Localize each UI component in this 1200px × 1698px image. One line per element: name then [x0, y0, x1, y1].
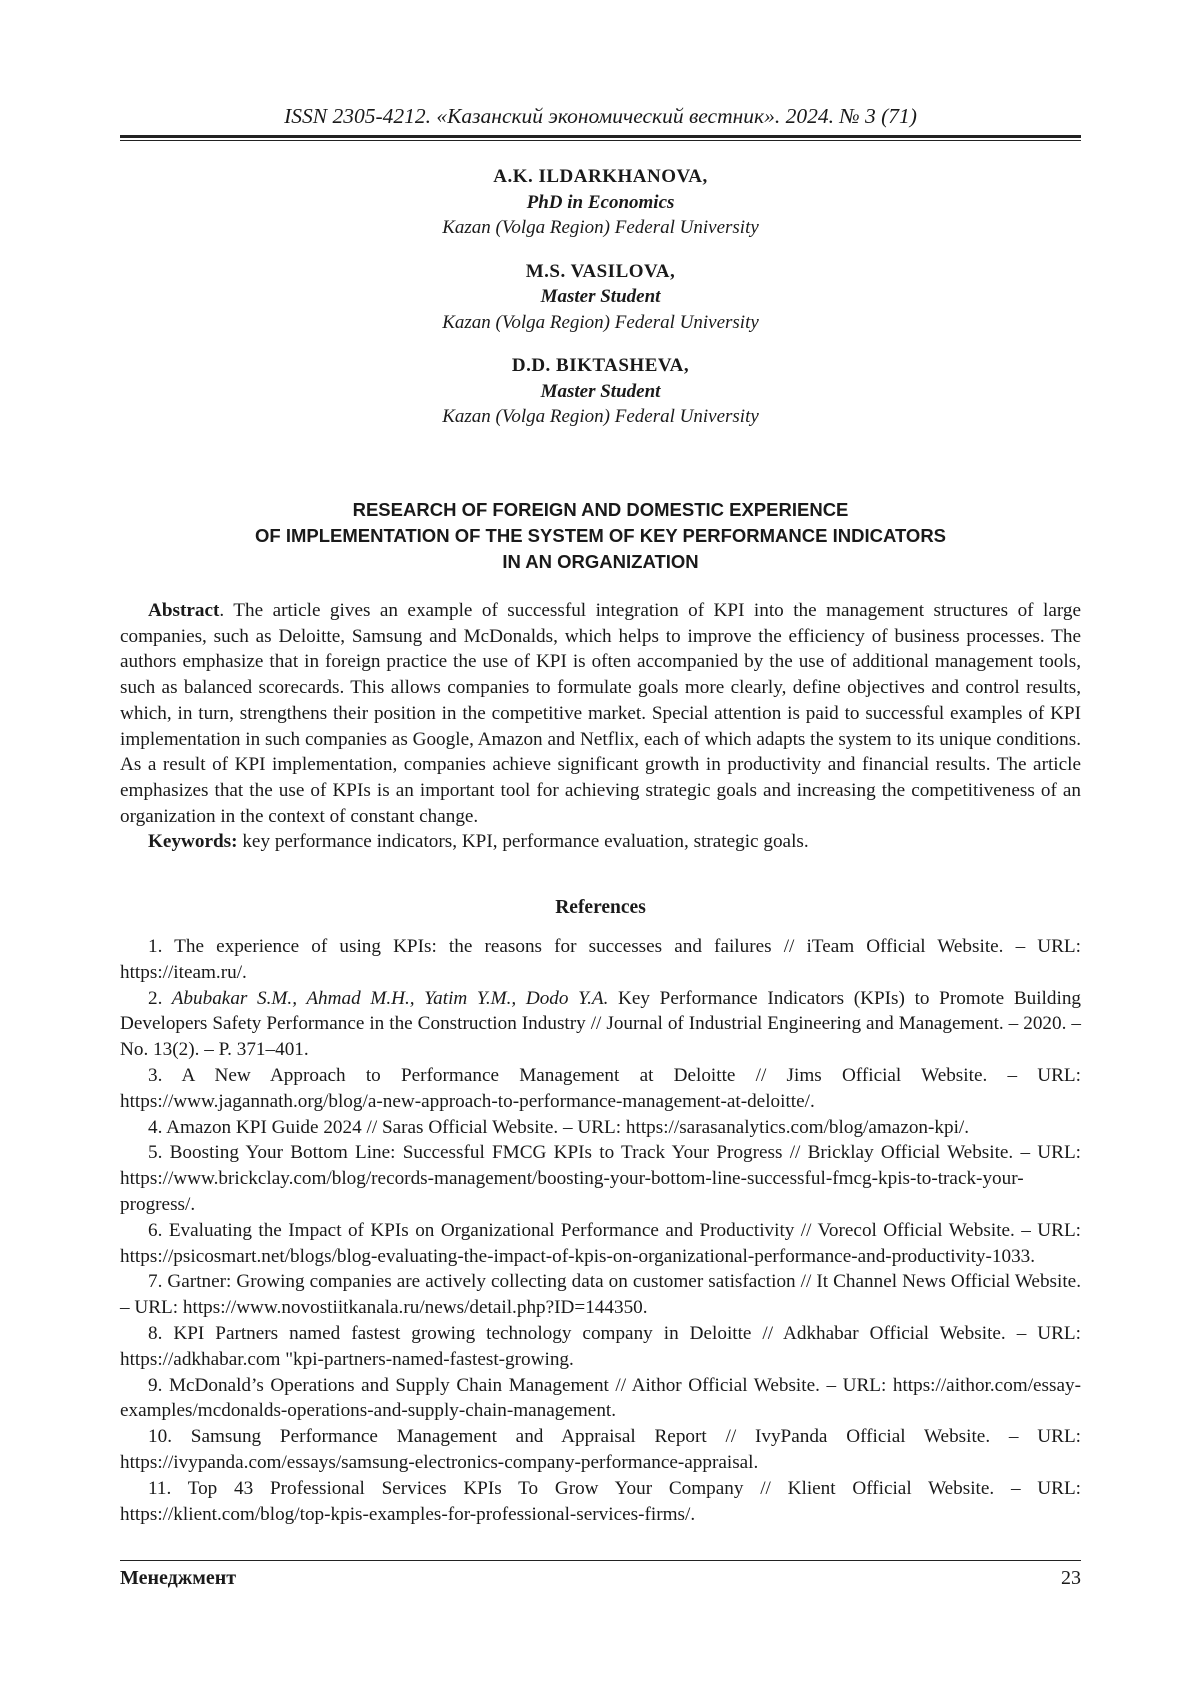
running-header: ISSN 2305-4212. «Казанский экономический вестник». 2024. № 3 (71) — [284, 104, 917, 128]
reference-item — [120, 934, 1081, 986]
reference-number: 4. — [148, 1116, 163, 1138]
reference-item — [120, 1140, 1081, 1217]
author-name: D.D. BIKTASHEVA, — [511, 355, 690, 376]
author-degree: Master Student — [540, 286, 661, 307]
page-number: 23 — [1061, 1567, 1081, 1589]
reference-item — [120, 1063, 1081, 1115]
reference-item — [120, 1115, 1081, 1141]
reference-item — [120, 1321, 1081, 1373]
reference-text: Evaluating the Impact of KPIs on Organizational Performance and Productivity // Vorecol Official Website. – URL: https://psicosmart.net/blogs/blog-evaluating-the-impact-of-kpis-on-organizational-performance-and-productivity-1033. — [120, 1219, 1081, 1267]
footer-rule — [120, 1560, 1081, 1561]
references-heading: References — [555, 897, 646, 918]
reference-text: KPI Partners named fastest growing technology company in Deloitte // Adkhabar Official Website. – URL: https://adkhabar.com "kpi-partners-named-fastest-growing. — [120, 1322, 1081, 1370]
title-line: OF IMPLEMENTATION OF THE SYSTEM OF KEY PERFORMANCE INDICATORS — [254, 525, 947, 546]
reference-text: A New Approach to Performance Management at Deloitte // Jims Official Website. – URL: https://www.jagannath.org/blog/a-new-approach-to-performance-management-at-deloitte/. — [120, 1064, 1081, 1112]
reference-text: Samsung Performance Management and Appraisal Report // IvyPanda Official Website. – URL: https://ivypanda.com/essays/samsung-electronics-company-performance-appraisal. — [120, 1426, 1081, 1473]
header-rule-thin — [120, 140, 1081, 141]
author-3 — [120, 353, 1081, 430]
author-name: M.S. VASILOVA, — [525, 260, 676, 282]
reference-number: 8. — [148, 1322, 163, 1344]
author-name: A.K. ILDARKHANOVA, — [493, 166, 708, 187]
abstract-paragraph — [120, 598, 1081, 829]
reference-number: 10. — [148, 1426, 172, 1448]
title-line: RESEARCH OF FOREIGN AND DOMESTIC EXPERIENCE — [352, 499, 849, 520]
reference-item — [120, 1269, 1081, 1321]
author-affiliation: Kazan (Volga Region) Federal University — [442, 406, 759, 427]
reference-text: The experience of using KPIs: the reasons for successes and failures // iTeam Official Website. – URL: https://iteam.ru/. — [120, 936, 1081, 983]
reference-text: Boosting Your Bottom Line: Successful FMCG KPIs to Track Your Progress // Bricklay Official Website. – URL: https://www.brickclay.com/blog/records-management/boosting-your-bottom-line-successful-fmcg-kpis-to-track-your-progress/. — [120, 1142, 1081, 1215]
reference-number: 1. — [148, 936, 163, 957]
keywords-paragraph — [120, 829, 1081, 855]
keywords-text: key performance indicators, KPI, performance evaluation, strategic goals. — [237, 831, 809, 853]
reference-number: 5. — [148, 1142, 163, 1164]
abstract-label: Abstract — [148, 600, 220, 621]
reference-authors: Abubakar S.M., Ahmad M.H., Yatim Y.M., Dodo Y.A. — [162, 987, 609, 1009]
reference-text: Top 43 Professional Services KPIs To Grow Your Company // Klient Official Website. – URL: https://klient.com/blog/top-kpis-examples-for-professional-services-firms/. — [120, 1477, 1081, 1525]
reference-text: Amazon KPI Guide 2024 // Saras Official Website. – URL: https://sarasanalytics.com/blog/amazon-kpi/. — [162, 1116, 970, 1138]
footer-section-name: Менеджмент — [120, 1567, 237, 1589]
author-affiliation: Kazan (Volga Region) Federal University — [442, 311, 759, 333]
title-line: IN AN ORGANIZATION — [502, 551, 699, 572]
references-list — [120, 934, 1081, 1527]
reference-text: McDonald’s Operations and Supply Chain Management // Aithor Official Website. – URL: https://aithor.com/essay-examples/mcdonalds-operations-and-supply-chain-management. — [120, 1374, 1081, 1422]
reference-number: 6. — [148, 1219, 163, 1241]
reference-item — [120, 986, 1081, 1063]
reference-item — [120, 1424, 1081, 1476]
reference-number: 7. — [148, 1271, 163, 1293]
author-degree: Master Student — [540, 380, 661, 402]
reference-number: 11. — [148, 1477, 172, 1499]
reference-text: Gartner: Growing companies are actively collecting data on customer satisfaction // It Channel News Official Website. – URL: https://www.novostiitkanala.ru/news/detail.php?ID=144350. — [120, 1271, 1081, 1319]
header-rule-thick — [120, 135, 1081, 138]
article-title — [120, 497, 1081, 575]
abstract-text: . The article gives an example of successful integration of KPI into the management structures of large companies, such as Deloitte, Samsung and McDonalds, which helps to improve the efficiency of business processes. The authors emphasize that in foreign practice the use of KPI is often accompanied by the use of additional management tools, such as balanced scorecards. This allows companies to formulate goals more clearly, define objectives and control results, which, in turn, strengthens their position in the competitive market. Special attention is paid to successful examples of KPI implementation in such companies as Google, Amazon and Netflix, each of which adapts the system to its unique conditions. As a result of KPI implementation, companies achieve significant growth in productivity and financial results. The article emphasizes that the use of KPIs is an important tool for achieving strategic goals and increasing the competitiveness of an organization in the context of constant change. — [120, 600, 1081, 827]
reference-item — [120, 1476, 1081, 1528]
abstract-section — [120, 598, 1081, 855]
reference-text: Key Performance Indicators (KPIs) to Promote Building Developers Safety Performance in the Construction Industry // Journal of Industrial Engineering and Management. – 2020. – No. 13(2). – P. 371–401. — [120, 987, 1082, 1061]
author-2 — [120, 259, 1081, 336]
reference-item — [120, 1218, 1081, 1270]
keywords-label: Keywords: — [148, 831, 238, 853]
author-affiliation: Kazan (Volga Region) Federal University — [442, 217, 759, 238]
author-degree: PhD in Economics — [526, 191, 675, 213]
reference-number: 2. — [148, 987, 163, 1009]
authors-block — [120, 164, 1081, 448]
author-1 — [120, 164, 1081, 241]
reference-item — [120, 1373, 1081, 1425]
reference-number: 3. — [148, 1064, 163, 1086]
reference-number: 9. — [148, 1374, 163, 1396]
